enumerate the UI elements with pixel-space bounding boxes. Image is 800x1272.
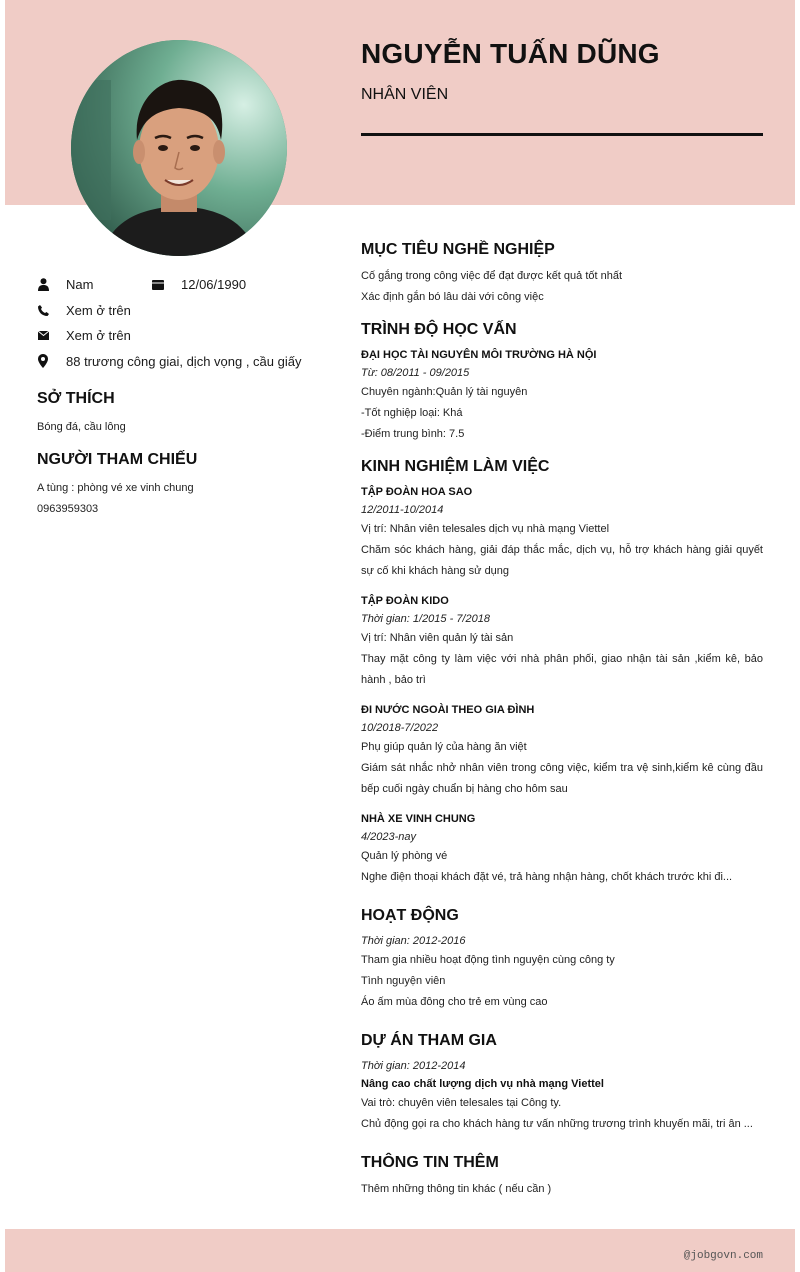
job-description: Giám sát nhắc nhở nhân viên trong công việc, kiểm tra vệ sinh,kiểm kê cùng đầu bếp cuối ngày chuẩn bị hàng cho hôm sau <box>361 762 763 795</box>
left-column <box>37 272 337 520</box>
footer-band <box>5 1229 795 1272</box>
projects-heading: DỰ ÁN THAM GIA <box>361 1032 497 1049</box>
experience-section <box>361 457 763 888</box>
school-name: ĐẠI HỌC TÀI NGUYÊN MÔI TRƯỜNG HÀ NỘI <box>361 349 597 361</box>
extra-text: Thêm những thông tin khác ( nếu cần ) <box>361 1183 552 1195</box>
experience-entry <box>361 483 763 582</box>
education-line: Chuyên ngành:Quản lý tài nguyên <box>361 386 528 398</box>
user-icon <box>37 278 49 292</box>
job-role: Vị trí: Nhân viên quản lý tài sản <box>361 632 514 644</box>
gender-value: Nam <box>66 277 94 293</box>
job-period: 4/2023-nay <box>361 831 417 843</box>
objective-section <box>361 240 763 308</box>
experience-heading: KINH NGHIỆM LÀM VIỆC <box>361 458 550 475</box>
activities-period: Thời gian: 2012-2016 <box>361 935 466 947</box>
objective-heading: MỤC TIÊU NGHỀ NGHIỆP <box>361 241 555 258</box>
extra-section <box>361 1153 763 1200</box>
objective-line: Xác định gắn bó lâu dài với công việc <box>361 291 544 303</box>
job-period: 10/2018-7/2022 <box>361 722 439 734</box>
activities-section <box>361 906 763 1013</box>
job-period: Thời gian: 1/2015 - 7/2018 <box>361 613 490 625</box>
education-section <box>361 320 763 445</box>
company-name: TẬP ĐOÀN KIDO <box>361 595 449 607</box>
job-period: 12/2011-10/2014 <box>361 504 444 516</box>
birthday-value: 12/06/1990 <box>181 277 247 293</box>
email-value: Xem ở trên <box>66 328 131 344</box>
footer-watermark: @jobgovn.com <box>683 1250 763 1262</box>
hobbies-text: Bóng đá, cầu lông <box>37 421 126 433</box>
phone-row <box>37 298 337 324</box>
education-period: Từ: 08/2011 - 09/2015 <box>361 367 470 379</box>
job-role: Quản lý phòng vé <box>361 850 448 862</box>
phone-icon <box>37 303 49 317</box>
hobbies-heading: SỞ THÍCH <box>37 390 115 407</box>
job-role: Phụ giúp quản lý của hàng ăn việt <box>361 741 527 753</box>
birthday-item <box>152 277 246 292</box>
project-name: Nâng cao chất lượng dịch vụ nhà mạng Viettel <box>361 1078 604 1090</box>
project-period: Thời gian: 2012-2014 <box>361 1060 466 1072</box>
activity-line: Áo ấm mùa đông cho trẻ em vùng cao <box>361 996 548 1008</box>
job-description: Chăm sóc khách hàng, giải đáp thắc mắc, dịch vụ, hỗ trợ khách hàng giải quyết sự cố khi khách hàng sử dụng <box>361 544 763 577</box>
company-name: TẬP ĐOÀN HOA SAO <box>361 486 473 498</box>
job-description: Nghe điện thoại khách đặt vé, trả hàng nhận hàng, chốt khách trước khi đi... <box>361 871 733 883</box>
right-column <box>361 240 763 1212</box>
gender-item <box>37 277 152 292</box>
profile-photo <box>71 40 287 256</box>
activity-line: Tham gia nhiều hoạt động tình nguyện cùng công ty <box>361 954 615 966</box>
experience-entry <box>361 810 763 888</box>
experience-entry <box>361 592 763 691</box>
projects-section <box>361 1031 763 1135</box>
reference-line: 0963959303 <box>37 503 99 515</box>
experience-entry <box>361 701 763 800</box>
candidate-name: NGUYỄN TUẤN DŨNG <box>361 38 660 69</box>
education-line: -Điểm trung bình: 7.5 <box>361 428 465 440</box>
address-row <box>37 349 337 375</box>
email-row <box>37 323 337 349</box>
education-line: -Tốt nghiệp loại: Khá <box>361 407 463 419</box>
references-heading: NGƯỜI THAM CHIẾU <box>37 451 198 468</box>
header-divider <box>361 133 763 136</box>
extra-heading: THÔNG TIN THÊM <box>361 1154 499 1171</box>
reference-line: A tùng : phòng vé xe vinh chung <box>37 482 194 494</box>
project-line: Vai trò: chuyên viên telesales tại Công ty. <box>361 1097 562 1109</box>
job-role: Vị trí: Nhân viên telesales dịch vụ nhà mạng Viettel <box>361 523 610 535</box>
activities-heading: HOẠT ĐỘNG <box>361 907 459 924</box>
calendar-icon <box>152 278 164 292</box>
activity-line: Tình nguyện viên <box>361 975 446 987</box>
gender-birthday-row <box>37 272 337 298</box>
candidate-position: NHÂN VIÊN <box>361 86 449 103</box>
company-name: ĐI NƯỚC NGOÀI THEO GIA ĐÌNH <box>361 704 535 716</box>
location-pin-icon <box>37 354 49 368</box>
address-value: 88 trương công giai, dịch vọng , cầu giấy <box>66 353 302 369</box>
job-description: Thay mặt công ty làm việc với nhà phân phối, giao nhận tài sản ,kiểm kê, bảo hành , bảo trì <box>361 653 763 686</box>
envelope-icon <box>37 329 49 343</box>
phone-value: Xem ở trên <box>66 302 131 318</box>
education-heading: TRÌNH ĐỘ HỌC VẤN <box>361 321 517 338</box>
objective-line: Cố gắng trong công việc để đạt được kết quả tốt nhất <box>361 270 623 282</box>
company-name: NHÀ XE VINH CHUNG <box>361 813 476 825</box>
project-line: Chủ động gọi ra cho khách hàng tư vấn những trương trình khuyến mãi, tri ân ... <box>361 1118 753 1130</box>
